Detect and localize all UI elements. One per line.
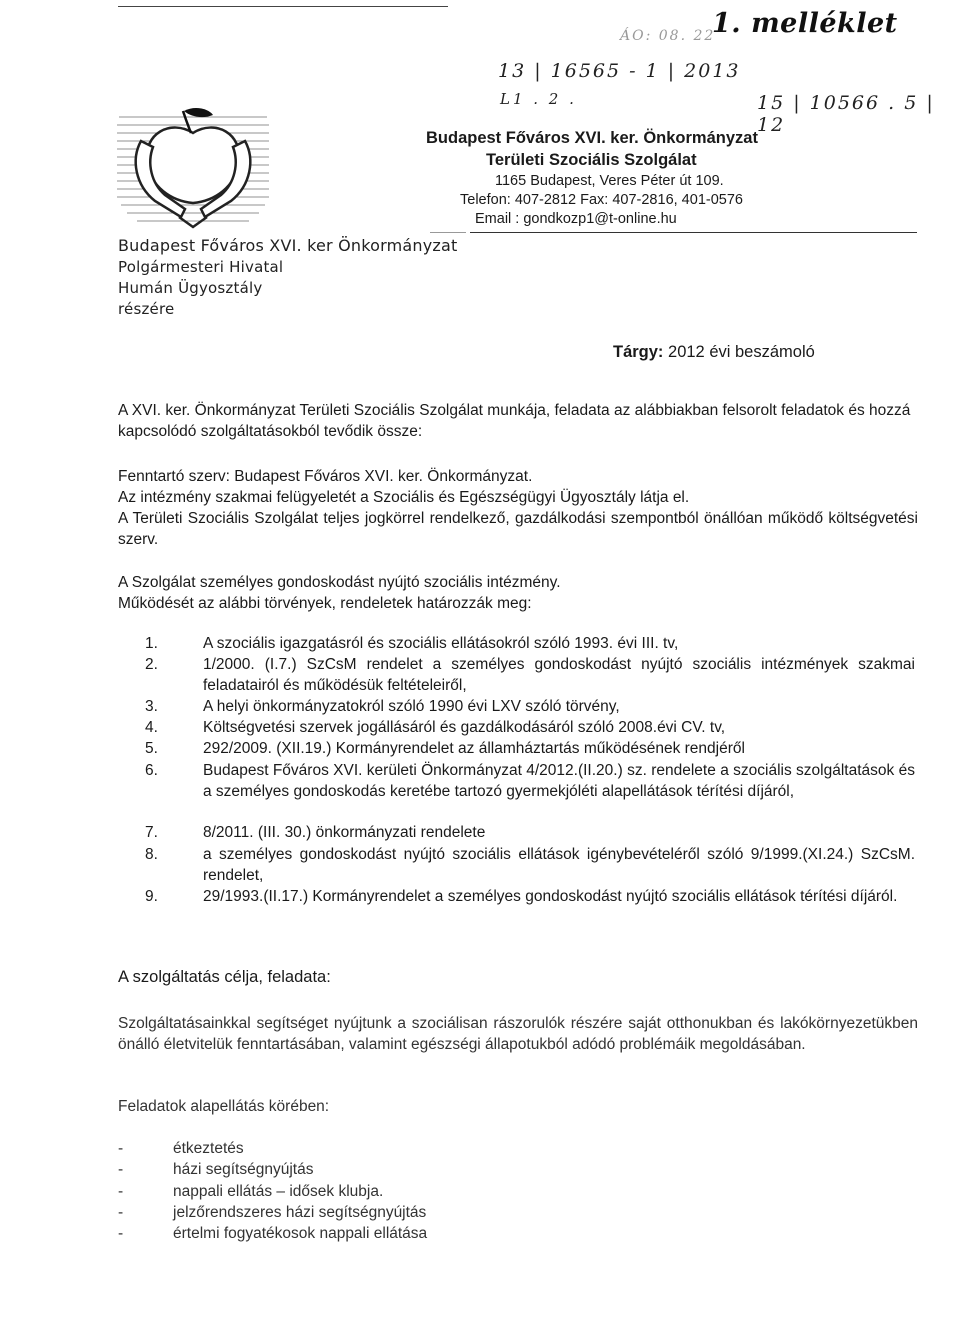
list-item-text: 29/1993.(II.17.) Kormányrendelet a személyes gondoskodást nyújtó szociális ellátások térítési díjáról.	[203, 888, 898, 905]
list-item-text: A szociális igazgatásról és szociális ellátásokról szóló 1993. évi III. tv,	[203, 635, 679, 652]
org-unit: Területi Szociális Szolgálat	[486, 151, 697, 169]
list-item-text: a személyes gondoskodást nyújtó szociális ellátások igénybevételéről szóló 9/1999.(XI.24.) SzCsM. rendelet,	[203, 846, 915, 884]
maintainer-paragraph: Fenntartó szerv: Budapest Főváros XVI. ker. Önkormányzat.	[118, 468, 533, 485]
list-item-text: Költségvetési szervek jogállásáról és gazdálkodásáról szóló 2008.évi CV. tv,	[203, 719, 726, 736]
bullet-dash: -	[118, 1225, 124, 1242]
list-item-text: nappali ellátás – idősek klubja.	[173, 1183, 384, 1200]
list-item-text: jelzőrendszeres házi segítségnyújtás	[173, 1204, 427, 1221]
supervision-paragraph: Az intézmény szakmai felügyeletét a Szociális és Egészségügyi Ügyosztály látja el.	[118, 489, 690, 506]
annex-label: 1. melléklet	[712, 8, 898, 39]
bullet-dash: -	[118, 1140, 124, 1157]
org-phone-fax: Telefon: 407-2812 Fax: 407-2816, 401-0576	[460, 192, 743, 208]
faint-stamp: ÁO: 08. 22	[620, 28, 716, 44]
bullet-dash: -	[118, 1204, 124, 1221]
laws-intro-paragraph: Működését az alábbi törvények, rendeletek határozzák meg:	[118, 595, 532, 612]
org-address: 1165 Budapest, Veres Péter út 109.	[495, 173, 724, 189]
subject-label: Tárgy:	[613, 343, 664, 361]
registration-number: 13 | 16565 - 1 | 2013	[498, 60, 741, 82]
list-item	[118, 1182, 383, 1202]
list-item-text: 8/2011. (III. 30.) önkormányzati rendelete	[203, 824, 486, 841]
bullet-dash: -	[118, 1183, 124, 1200]
recipient-line-1: Budapest Főváros XVI. ker Önkormányzat	[118, 236, 458, 255]
section-paragraph: Szolgáltatásainkkal segítséget nyújtunk a szociálisan rászorulók részére saját otthonukban és lakókörnyezetükben önálló életvitelük fenntartásában, valamint egészségi állapotukból adódó problémáik megoldásában.	[118, 1015, 918, 1053]
list-item-number: 5.	[145, 740, 158, 757]
list-item-number: 8.	[145, 846, 158, 863]
list-item-text: értelmi fogyatékosok nappali ellátása	[173, 1225, 428, 1242]
list-item-number: 7.	[145, 824, 158, 841]
subject	[613, 343, 815, 362]
recipient-line-4: részére	[118, 300, 175, 318]
list-item	[118, 1203, 426, 1223]
list-item-text: házi segítségnyújtás	[173, 1161, 314, 1178]
letterhead-rule	[470, 232, 917, 233]
bullet-dash: -	[118, 1161, 124, 1178]
section-heading: A szolgáltatás célja, feladata:	[118, 968, 331, 986]
subject-text: 2012 évi beszámoló	[668, 343, 815, 361]
status-paragraph: A Területi Szociális Szolgálat teljes jogkörrel rendelkező, gazdálkodási szempontból önállóan működő költségvetési szerv.	[118, 510, 918, 548]
list-item	[118, 1224, 427, 1244]
top-rule	[118, 6, 448, 7]
list-item-text: 1/2000. (I.7.) SzCsM rendelet a személyes gondoskodást nyújtó szociális intézmények szakmai feladatairól és működésük feltételeiről,	[203, 656, 915, 694]
org-email: Email : gondkozp1@t-online.hu	[475, 211, 677, 227]
logo	[113, 103, 275, 234]
list-item-text: A helyi önkormányzatokról szóló 1990 évi LXV szóló törvény,	[203, 698, 620, 715]
list-item-number: 3.	[145, 698, 158, 715]
logo-hands-apple-icon	[113, 103, 275, 234]
list-item-number: 6.	[145, 762, 158, 779]
list-item	[118, 1160, 313, 1180]
list-item	[118, 1139, 244, 1159]
org-name: Budapest Főváros XVI. ker. Önkormányzat	[426, 129, 758, 147]
service-type-paragraph: A Szolgálat személyes gondoskodást nyújtó szociális intézmény.	[118, 574, 561, 591]
list-item-text: étkeztetés	[173, 1140, 244, 1157]
list-item-number: 1.	[145, 635, 158, 652]
list-item-text: 292/2009. (XII.19.) Kormányrendelet az államháztartás működésének rendjéről	[203, 740, 745, 757]
intro-paragraph: A XVI. ker. Önkormányzat Területi Szociális Szolgálat munkája, feladata az alábbiakban felsorolt feladatok és hozzá kapcsolódó szolgáltatásokból tevődik össze:	[118, 402, 911, 440]
letterhead-rule-short	[430, 232, 466, 233]
registration-number-2: 15 | 10566 . 5 | 12	[757, 92, 935, 136]
recipient-line-3: Humán Ügyosztály	[118, 279, 263, 297]
tasks-intro: Feladatok alapellátás körében:	[118, 1098, 330, 1115]
list-item-number: 4.	[145, 719, 158, 736]
list-item-text: Budapest Főváros XVI. kerületi Önkormányzat 4/2012.(II.20.) sz. rendelete a szociális szolgáltatások és a személyes gondoskodás keretébe tartozó gyermekjóléti alapellátások térítési díjáról,	[203, 762, 915, 800]
list-item-number: 2.	[145, 656, 158, 673]
registration-initials: L1 . 2 .	[500, 90, 577, 108]
recipient-line-2: Polgármesteri Hivatal	[118, 258, 284, 276]
list-item-number: 9.	[145, 888, 158, 905]
